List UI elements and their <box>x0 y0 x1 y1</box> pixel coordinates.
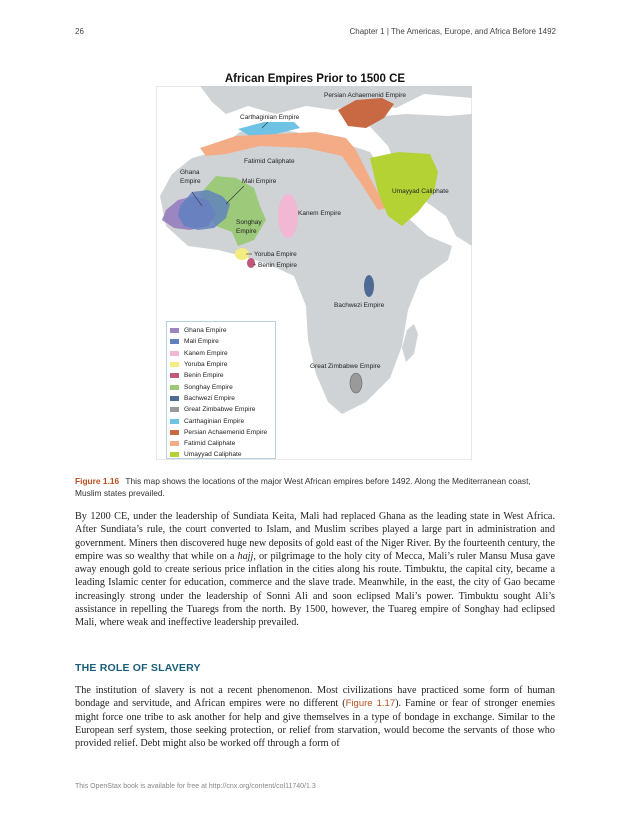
legend-label: Umayyad Caliphate <box>184 451 242 459</box>
paragraph-slavery-part2: ). Famine or fear of stronger enemies might force one tribe to ask another for help and give themselves in a type of bondage in exchange. Similar to the European serf system, those seeking protection, or relief from starvation, would become the servants of those who provided relief. Debt might also be worked off through a form of <box>75 698 555 750</box>
mali-label: Mali Empire <box>242 178 277 185</box>
fatimid-label: Fatimid Caliphate <box>244 158 295 165</box>
paragraph-mali-part1: By 1200 CE, under the leadership of Sundiata Keita, Mali had replaced Ghana as the leading state in West Africa. After Sundiata’s rule, the court converted to Islam, and Muslim scribes played a large part in administration and government. Miners then discovered huge new deposits of gold east of the Niger River. By the fourteenth century, the empire was so wealthy that while on a <box>75 511 556 562</box>
legend-swatch <box>170 396 179 401</box>
legend-label: Ghana Empire <box>184 327 227 335</box>
page-footer: This OpenStax book is available for free at http://cnx.org/content/col11740/1.3 <box>75 783 316 790</box>
legend-swatch <box>170 407 179 412</box>
figure-label: Figure 1.16 <box>75 476 120 486</box>
legend-swatch <box>170 385 179 390</box>
paragraph-mali <box>75 510 555 630</box>
legend-label: Mali Empire <box>184 338 219 346</box>
legend-item <box>170 348 275 359</box>
legend-item <box>170 427 275 438</box>
legend-label: Bachwezi Empire <box>184 394 235 402</box>
legend-item <box>170 438 275 449</box>
legend-label: Kanem Empire <box>184 349 228 357</box>
yoruba-label: Yoruba Empire <box>254 251 297 258</box>
legend-item <box>170 381 275 392</box>
ghana-label: Ghana <box>180 169 200 176</box>
songhay-label-line2: Empire <box>236 228 257 235</box>
ghana-label-line2: Empire <box>180 178 201 185</box>
carthaginian-label: Carthaginian Empire <box>240 114 300 121</box>
figure-reference-link[interactable]: Figure 1.17 <box>345 698 396 710</box>
legend-label: Fatimid Caliphate <box>184 440 236 448</box>
legend-swatch <box>170 430 179 435</box>
legend-label: Yoruba Empire <box>184 361 228 369</box>
figure-caption <box>75 475 555 499</box>
legend-swatch <box>170 441 179 446</box>
great-zimbabwe-empire-region <box>350 373 362 393</box>
section-heading: THE ROLE OF SLAVERY <box>75 662 201 674</box>
legend-label: Great Zimbabwe Empire <box>184 406 256 414</box>
legend-swatch <box>170 328 179 333</box>
benin-empire-region <box>247 258 255 268</box>
paragraph-slavery-part1: The institution of slavery is not a recent phenomenon. Most civilizations have practiced some form of human bondage and servitude, and African empires were no different ( <box>75 685 555 710</box>
legend-item <box>170 370 275 381</box>
paragraph-mali-part2: , or pilgrimage to the holy city of Mecca, Mali’s ruler Mansu Musa gave away enough gold to create serious price inflation in the cities along his route. Timbuktu, the capital city, became a leading Islamic center for education, commerce and the slave trade. Meanwhile, in the east, the city of Gao became increasingly strong under the leadership of Sonni Ali and soon eclipsed Mali’s power. Timbuktu sought Ali’s assistance in repelling the Tuaregs from the north. By 1500, however, the Tuareg empire of Songhay had eclipsed Mali, where weak and ineffective leadership prevailed. <box>75 550 555 629</box>
legend-swatch <box>170 373 179 378</box>
legend-item <box>170 415 275 426</box>
legend-swatch <box>170 362 179 367</box>
legend-swatch <box>170 351 179 356</box>
kanem-empire-region <box>278 194 298 238</box>
legend-item <box>170 359 275 370</box>
legend-swatch <box>170 452 179 457</box>
legend-item <box>170 404 275 415</box>
legend-swatch <box>170 419 179 424</box>
songhay-label: Songhay <box>236 219 262 226</box>
benin-label: Benin Empire <box>258 262 298 269</box>
hajj-term: hajj <box>237 550 254 562</box>
legend-item <box>170 449 275 460</box>
legend-swatch <box>170 339 179 344</box>
legend-item <box>170 336 275 347</box>
chapter-header: Chapter 1 | The Americas, Europe, and Africa Before 1492 <box>349 27 556 36</box>
map-legend <box>166 321 276 459</box>
legend-item <box>170 325 275 336</box>
page-number: 26 <box>75 27 84 36</box>
legend-label: Songhay Empire <box>184 383 233 391</box>
umayyad-label: Umayyad Caliphate <box>392 188 449 195</box>
legend-label: Benin Empire <box>184 372 224 380</box>
legend-label: Persian Achaemenid Empire <box>184 428 268 436</box>
persian-label: Persian Achaemenid Empire <box>324 92 407 99</box>
bachwezi-empire-region <box>364 275 374 297</box>
zimbabwe-label: Great Zimbabwe Empire <box>310 363 381 370</box>
legend-item <box>170 393 275 404</box>
legend-label: Carthaginian Empire <box>184 417 245 425</box>
caption-text: This map shows the locations of the major West African empires before 1492. Along the Mediterranean coast, Muslim states prevailed. <box>75 476 531 498</box>
kanem-label: Kanem Empire <box>298 210 341 217</box>
paragraph-slavery <box>75 684 555 750</box>
map-title: African Empires Prior to 1500 CE <box>224 73 406 85</box>
bachwezi-label: Bachwezi Empire <box>334 302 385 309</box>
